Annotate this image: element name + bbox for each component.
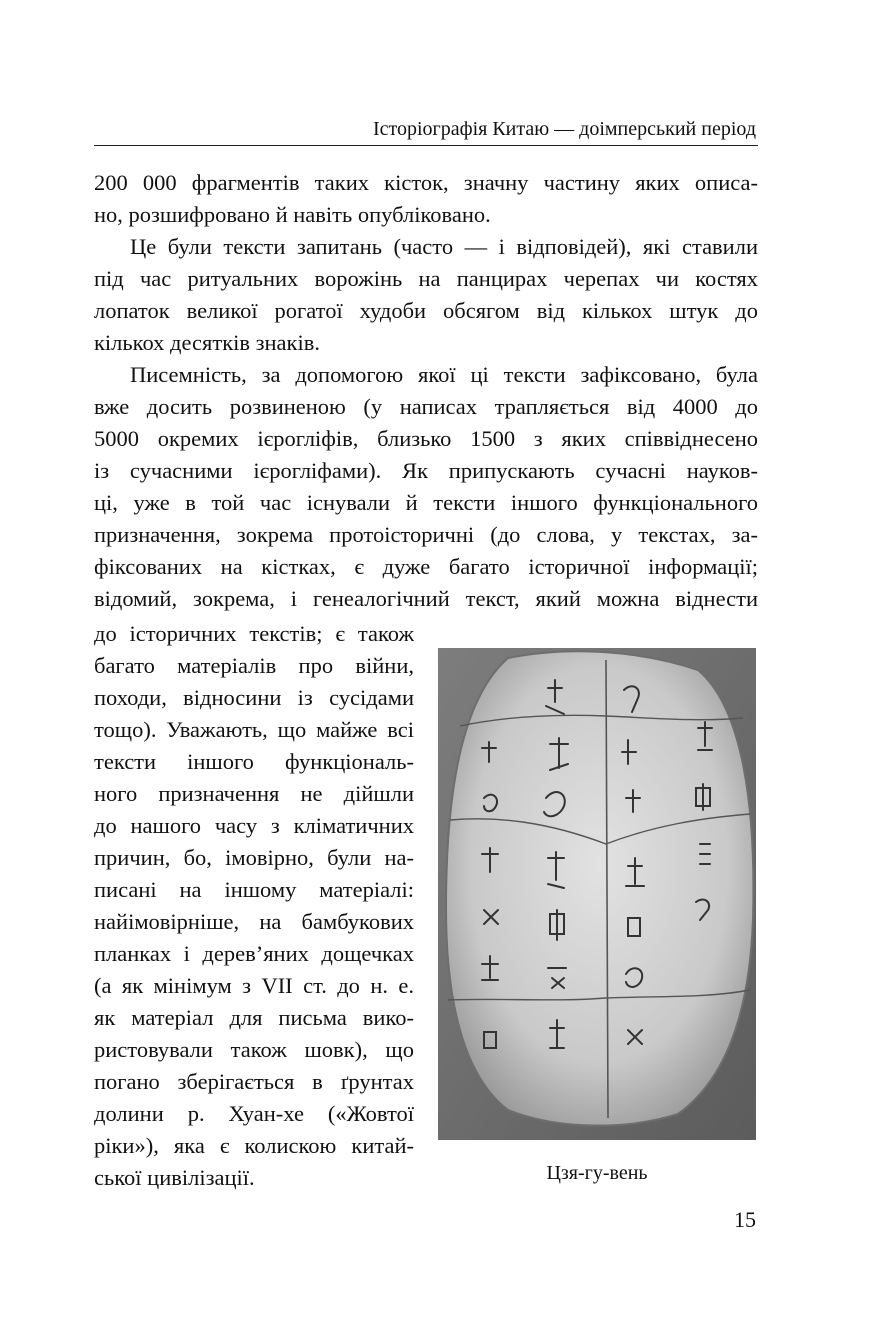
text-line: під час ритуальних ворожінь на панцирах черепах чи костях [94,266,758,291]
text-line: ристовували також шовк), що [94,1037,414,1062]
figure-caption: Цзя-гу-вень [546,1162,648,1184]
text-line: ріки»), яка є колискою китай- [94,1133,414,1158]
text-line: погано зберігається в ґрунтах [94,1069,414,1094]
text-line: до нашого часу з кліматичних [94,813,414,838]
main-paragraphs [94,167,758,615]
text-line: ного призначення не дійшли [94,781,414,806]
text-line: планках і дерев’яних дощечках [94,941,414,966]
text-line: тощо). Уважають, що майже всі [94,717,414,742]
running-head: Історіографія Китаю — доімперський період [372,118,756,140]
text-line: фіксованих на кістках, є дуже багато історичної інформації; [94,554,758,579]
text-line: призначення, зокрема протоісторичні (до слова, у текстах, за- [94,522,758,547]
text-line: (а як мінімум з VII ст. до н. е. [94,973,414,998]
text-line: кількох десятків знаків. [94,330,320,355]
text-line: походи, відносини із сусідами [94,685,414,710]
text-line: лопаток великої рогатої худоби обсягом від кількох штук до [94,298,758,323]
oracle-bone-photo [438,648,756,1140]
text-line: як матеріал для письма вико- [94,1005,414,1030]
wrapped-paragraph [94,618,414,1194]
text-line: найімовірніше, на бамбукових [94,909,414,934]
text-line: Писемність, за допомогою якої ці тексти зафіксовано, була [130,362,758,387]
text-line: 5000 окремих ієрогліфів, близько 1500 з яких співвіднесено [94,426,758,451]
text-line: багато матеріалів про війни, [94,653,414,678]
text-line: із сучасними ієрогліфами). Як припускають сучасні науков- [94,458,758,483]
text-line: Це були тексти запитань (часто — і відповідей), які ставили [130,234,758,259]
text-line: ці, уже в той час існували й тексти іншого функціонального [94,490,758,515]
text-line: но, розшифровано й навіть опубліковано. [94,202,491,227]
text-line: відомий, зокрема, і генеалогічний текст, який можна віднести [94,586,758,611]
text-line: вже досить розвиненою (у написах трапляється від 4000 до [94,394,758,419]
text-line: писані на іншому матеріалі: [94,877,414,902]
text-line: ської цивілізації. [94,1165,255,1190]
page-number: 15 [734,1207,756,1232]
text-line: до історичних текстів; є також [94,621,414,646]
text-line: 200 000 фрагментів таких кісток, значну частину яких описа- [94,170,758,195]
turtle-shell-illustration [438,648,756,1140]
text-line: причин, бо, імовірно, були на- [94,845,414,870]
text-line: долини р. Хуан-хе («Жовтої [94,1101,414,1126]
header-rule [94,145,758,146]
text-line: тексти іншого функціональ- [94,749,414,774]
